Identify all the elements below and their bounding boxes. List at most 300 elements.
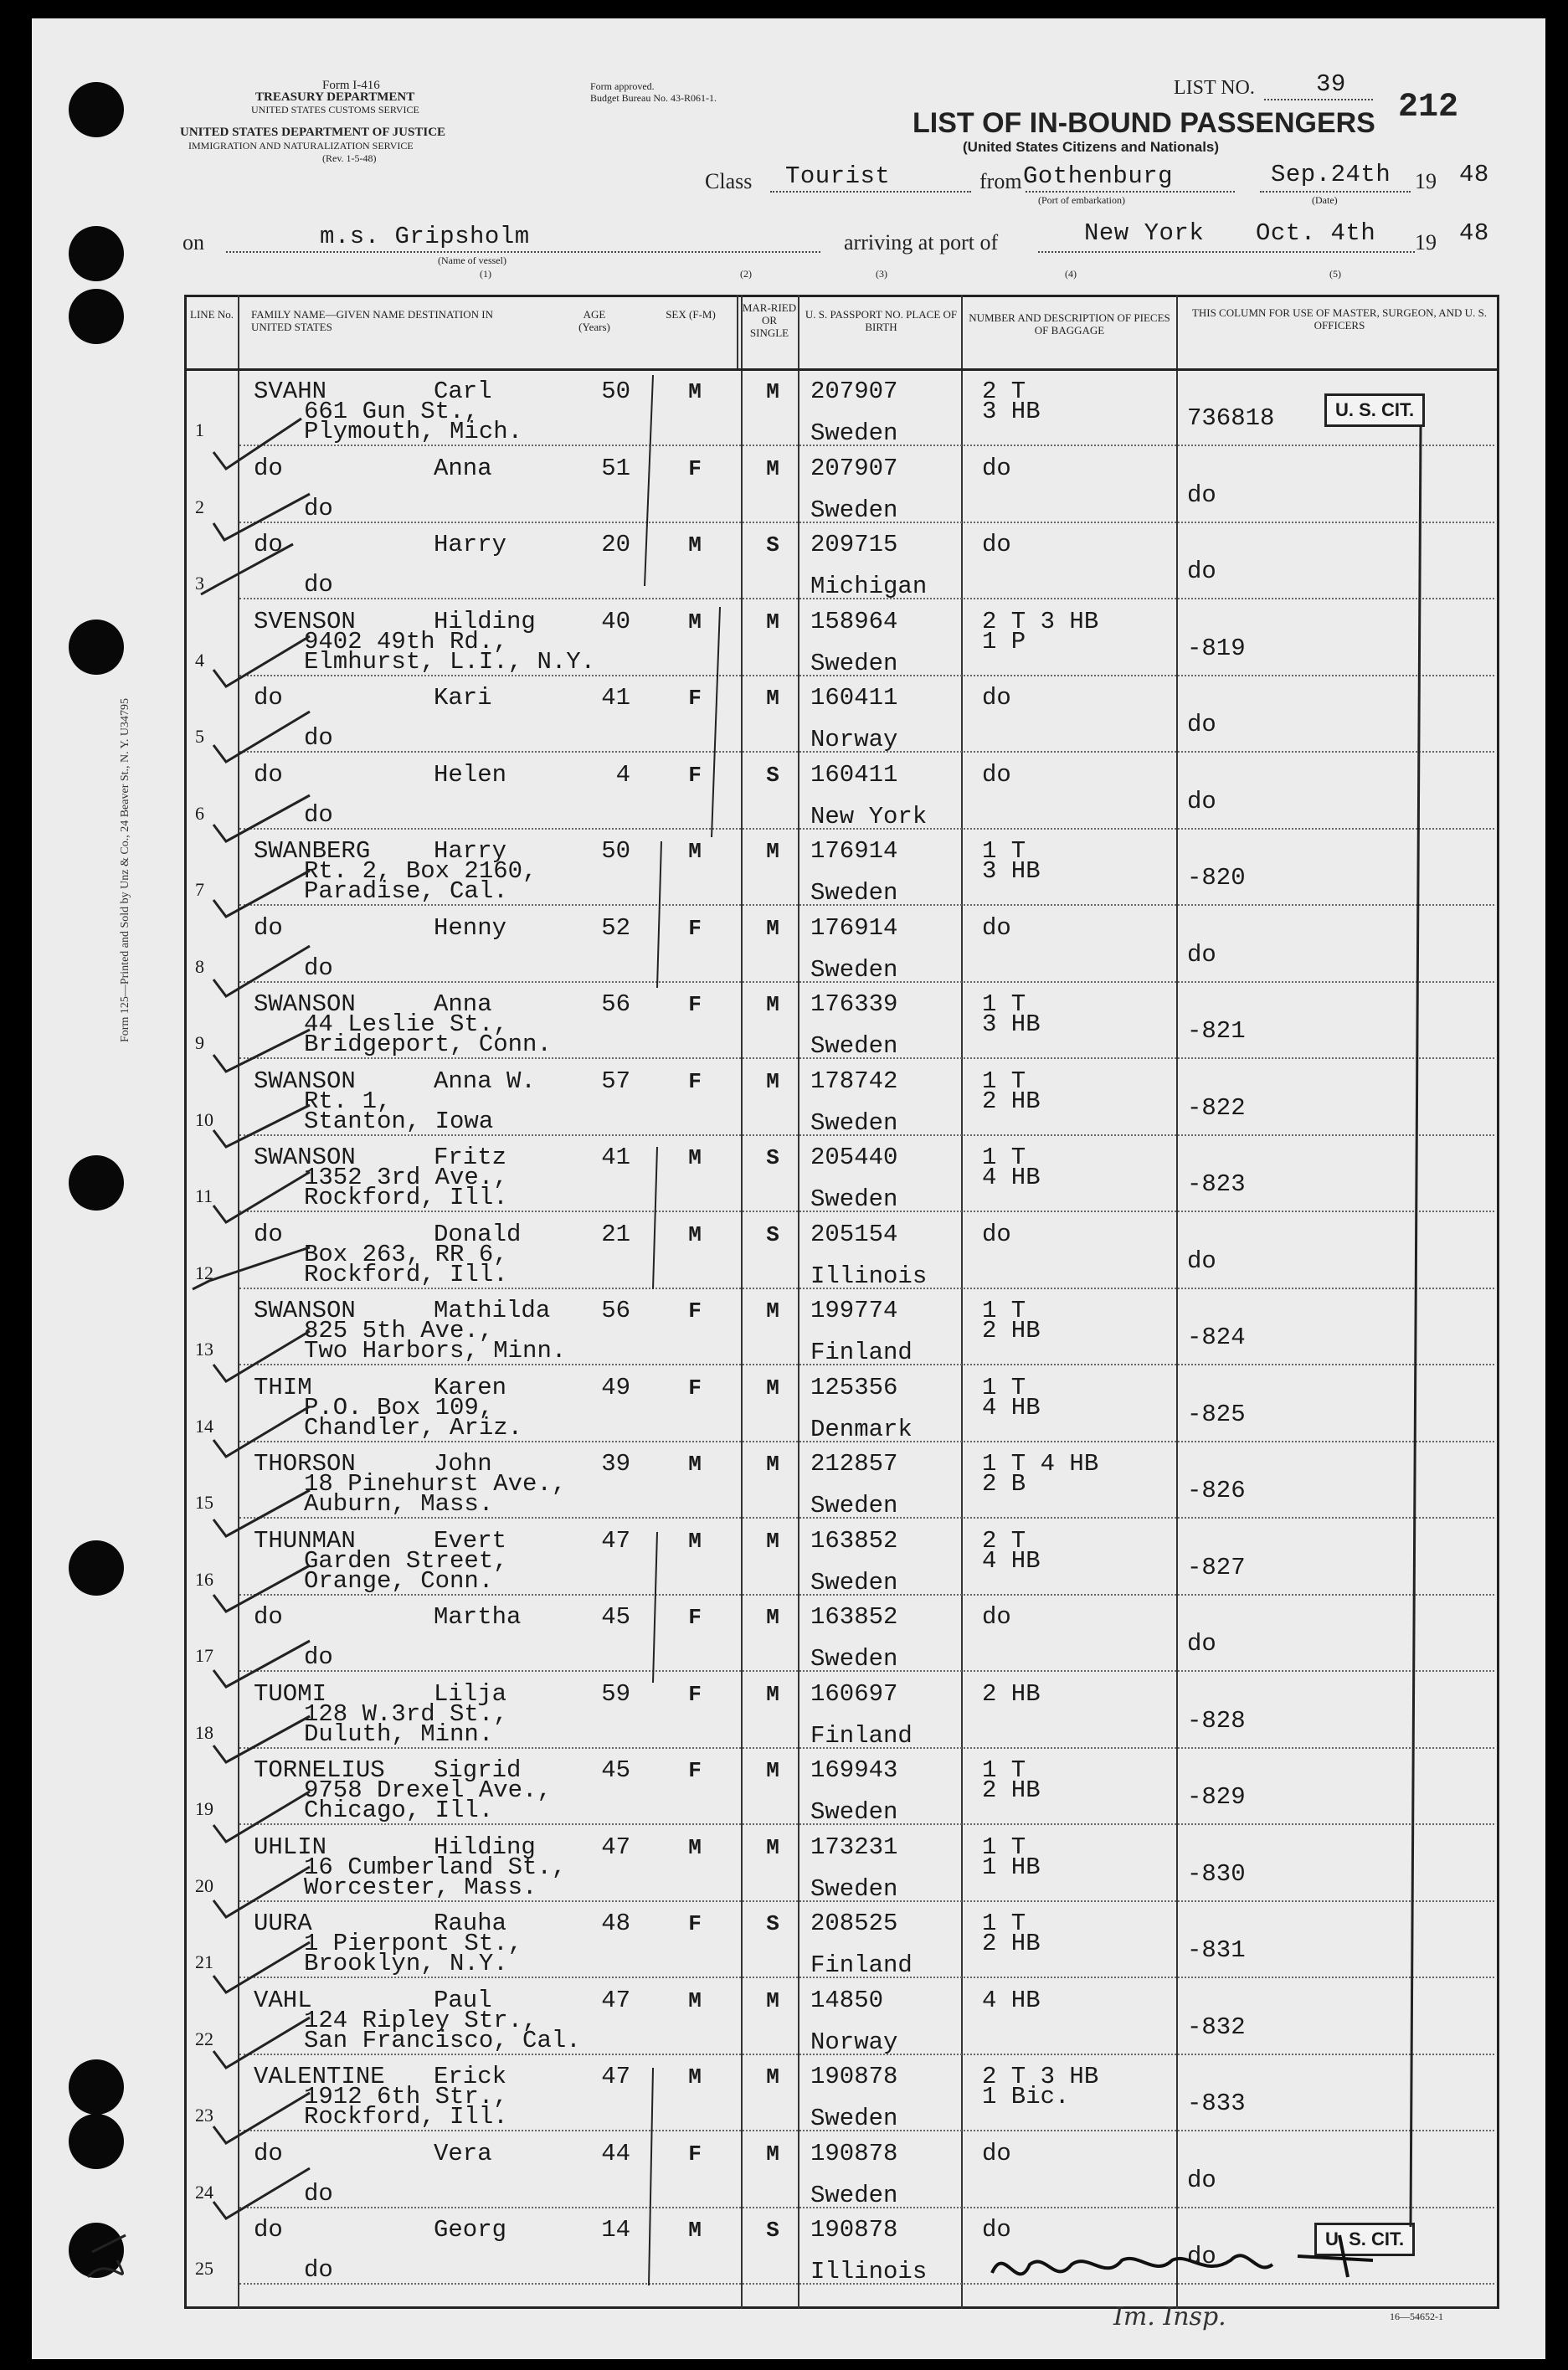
baggage-line-1: do [982,454,1011,482]
age: 47 [601,1833,630,1861]
officer-note: -828 [1187,1706,1246,1735]
given-name: Erick [434,2063,507,2090]
col-head-line: LINE No. [190,308,234,321]
marital-status: M [766,1528,779,1554]
age: 45 [601,1756,630,1784]
given-name: Georg [434,2216,507,2244]
vessel-name: m.s. Gripsholm [320,223,530,250]
col-head-sex: SEX (F-M) [666,308,716,321]
line-number: 17 [195,1645,213,1666]
surname: SWANSON [254,990,356,1018]
passport-number: 163852 [810,1526,898,1555]
given-name: Lilja [434,1679,507,1708]
sex: F [688,1605,702,1630]
line-number: 20 [195,1874,213,1896]
surname: SVAHN [254,378,327,405]
address-line-2: Orange, Conn. [304,1566,494,1595]
passport-number: 212857 [810,1450,898,1478]
place-of-birth: Sweden [810,1568,898,1596]
officer-note: do [1187,1630,1216,1658]
officer-note: -819 [1187,634,1246,662]
baggage-line-2: 1 P [982,627,1026,655]
age: 49 [601,1373,630,1401]
passport-number: 209715 [810,531,898,558]
baggage-line-2: 2 HB [982,1317,1041,1344]
justice-dept: UNITED STATES DEPARTMENT OF JUSTICE [180,126,446,139]
marital-status: M [766,1681,779,1707]
given-name: Anna [434,454,492,482]
passport-number: 176914 [810,837,898,865]
place-of-birth: Sweden [810,879,898,907]
marital-status: M [766,1987,779,2013]
sex: F [688,1298,702,1324]
sex: F [688,686,702,711]
surname: SWANSON [254,1067,356,1095]
sex: F [688,1068,702,1094]
marital-status: S [766,532,779,558]
line-number: 19 [195,1798,213,1819]
place-of-birth: Sweden [810,1492,898,1519]
line-number: 13 [195,1339,213,1360]
marital-status: S [766,762,779,788]
surname: do [254,913,283,942]
address-line-2: do [304,571,333,599]
marital-status: M [766,1298,779,1324]
place-of-birth: Norway [810,726,898,753]
line-number: 21 [195,1951,213,1972]
surname: SWANSON [254,1297,356,1324]
sex: F [688,1375,702,1401]
address-line-1: 128 W.3rd St., [304,1699,508,1728]
marital-status: M [766,2141,779,2167]
treasury-dept: TREASURY DEPARTMENT [255,90,415,104]
us-citizen-stamp-top: U. S. CIT. [1324,393,1425,427]
list-number: 39 [1316,70,1346,98]
list-number-label: LIST NO. [1174,77,1255,99]
address-line-2: Rockford, Ill. [304,1184,508,1211]
address-line-1: 44 Leslie St., [304,1010,508,1038]
place-of-birth: Sweden [810,1798,898,1826]
age: 39 [601,1450,630,1478]
passport-number: 208525 [810,1910,898,1937]
address-line-2: Two Harbors, Minn. [304,1337,567,1365]
col-head-name: FAMILY NAME—GIVEN NAME DESTINATION IN UNITED STATES [251,308,494,333]
officer-note: do [1187,1247,1216,1275]
baggage-line-1: 1 T [982,990,1026,1018]
age: 47 [601,1986,630,2014]
baggage-line-1: 1 T 4 HB [982,1450,1099,1478]
address-line-1: 825 5th Ave., [304,1317,494,1344]
marital-status: M [766,1375,779,1401]
address-line-1: 18 Pinehurst Ave., [304,1470,567,1498]
given-name: Martha [434,1603,522,1631]
col-number-1: (1) [480,268,491,280]
place-of-birth: Norway [810,2028,898,2056]
age: 45 [601,1603,630,1631]
address-line-1: 1912 6th Str., [304,2083,508,2110]
arrival-date: Oct. 4th [1256,219,1376,247]
address-line-1: 124 Ripley Str., [304,2006,537,2034]
officer-note: -824 [1187,1324,1246,1351]
surname: do [254,531,283,558]
line-number: 7 [195,879,204,900]
baggage-line-2: 3 HB [982,857,1041,885]
surname: do [254,454,283,482]
officer-note: -826 [1187,1477,1246,1504]
age: 40 [601,607,630,635]
baggage-line-1: do [982,2139,1011,2167]
baggage-line-2: 1 HB [982,1853,1041,1881]
passport-number: 176914 [810,913,898,942]
place-of-birth: Illinois [810,1262,928,1290]
class-value: Tourist [785,162,891,190]
given-name: Karen [434,1373,507,1401]
officer-note: do [1187,2166,1216,2194]
baggage-line-2: 1 Bic. [982,2083,1070,2110]
age: 59 [601,1679,630,1708]
given-name: Harry [434,837,507,865]
marital-status: M [766,455,779,481]
marital-status: M [766,992,779,1017]
address-line-1: Box 263, RR 6, [304,1240,508,1268]
baggage-line-1: do [982,913,1011,942]
on-label: on [183,230,204,254]
line-number: 12 [195,1262,213,1283]
age: 56 [601,1297,630,1324]
embark-port: Gothenburg [1023,162,1174,190]
officer-note: do [1187,2243,1216,2270]
place-of-birth: Sweden [810,649,898,677]
baggage-line-1: 2 HB [982,1679,1041,1708]
surname: UURA [254,1910,312,1937]
baggage-line-2: 2 B [982,1470,1026,1498]
marital-status: M [766,379,779,404]
baggage-line-1: 1 T [982,1756,1026,1784]
place-of-birth: Denmark [810,1415,913,1443]
sex: M [688,839,702,864]
sex: F [688,2141,702,2167]
given-name: Kari [434,684,492,712]
given-name: Hilding [434,1833,536,1861]
date-label: (Date) [1312,194,1338,206]
address-line-2: do [304,2179,333,2208]
given-name: Fritz [434,1144,507,1171]
col-number-5: (5) [1329,268,1341,280]
address-line-2: San Francisco, Cal. [304,2026,581,2054]
age: 50 [601,378,630,405]
surname: SVENSON [254,607,356,635]
address-line-1: 9402 49th Rd., [304,627,508,655]
officer-note: -830 [1187,1859,1246,1888]
address-line-2: Chicago, Ill. [304,1797,494,1824]
passport-number: 158964 [810,607,898,635]
age: 41 [601,1144,630,1171]
marital-status: M [766,1834,779,1860]
baggage-line-2: 4 HB [982,1546,1041,1575]
passport-number: 178742 [810,1067,898,1095]
age: 48 [601,1910,630,1937]
place-of-birth: Finland [810,1951,913,1979]
age: 50 [601,837,630,865]
age: 47 [601,1526,630,1555]
address-line-2: do [304,494,333,522]
place-of-birth: Sweden [810,419,898,447]
officer-note: -832 [1187,2013,1246,2041]
officer-note: do [1187,787,1216,815]
given-name: Henny [434,913,507,942]
baggage-line-1: 1 T [982,837,1026,865]
surname: VAHL [254,1986,312,2014]
surname: UHLIN [254,1833,327,1861]
printer-imprint: Form 125—Printed and Sold by Unz & Co., 24 Beaver St., N. Y. U34795 [119,697,131,1042]
passport-number: 160697 [810,1679,898,1708]
sex: F [688,1758,702,1783]
passport-number: 125356 [810,1373,898,1401]
place-of-birth: Finland [810,1721,913,1750]
officer-note: -833 [1187,2090,1246,2117]
arrival-year: 48 [1459,219,1489,247]
place-of-birth: Michigan [810,573,928,600]
marital-status: S [766,1911,779,1936]
passport-number: 207907 [810,454,898,482]
inspector-signature [992,2235,1373,2277]
address-line-2: Plymouth, Mich. [304,418,523,445]
given-name: Anna W. [434,1067,536,1095]
given-name: Anna [434,990,492,1018]
given-name: Evert [434,1526,507,1555]
page-subtitle: (United States Citizens and Nationals) [963,139,1220,155]
age: 51 [601,454,630,482]
passport-number: 173231 [810,1833,898,1861]
sex: F [688,455,702,481]
marital-status: M [766,1758,779,1783]
baggage-line-1: 4 HB [982,1986,1041,2014]
place-of-birth: Sweden [810,1032,898,1060]
passport-number: 176339 [810,990,898,1018]
address-line-2: Duluth, Minn. [304,1720,494,1748]
marital-status: M [766,1452,779,1477]
sex: M [688,532,702,558]
address-line-2: do [304,1643,333,1671]
baggage-line-2: 3 HB [982,1010,1041,1038]
line-number: 22 [195,2028,213,2049]
address-line-2: Rockford, Ill. [304,1260,508,1288]
line-number: 6 [195,802,204,824]
line-number: 8 [195,955,204,977]
customs-service: UNITED STATES CUSTOMS SERVICE [251,104,419,116]
marital-status: S [766,1145,779,1170]
place-of-birth: Sweden [810,1108,898,1137]
baggage-line-1: 2 T 3 HB [982,2063,1099,2090]
col-head-passport: U. S. PASSPORT NO. PLACE OF BIRTH [805,308,958,333]
arrival-year-prefix: 19 [1415,230,1437,254]
col-head-officers: THIS COLUMN FOR USE OF MASTER, SURGEON, AND U. S. OFFICERS [1191,306,1488,332]
given-name: Sigrid [434,1756,522,1784]
baggage-line-2: 4 HB [982,1393,1041,1421]
embark-label: (Port of embarkation) [1038,194,1125,206]
col-head-age: AGE (Years) [578,308,610,333]
address-line-2: Auburn, Mass. [304,1490,494,1518]
sex: F [688,992,702,1017]
address-line-1: Rt. 2, Box 2160, [304,857,537,885]
marital-status: S [766,1221,779,1247]
surname: THUNMAN [254,1526,356,1555]
passport-number: 163852 [810,1603,898,1631]
line-number: 5 [195,726,204,747]
sex: M [688,609,702,635]
officer-note: -822 [1187,1093,1246,1122]
baggage-line-1: do [982,760,1011,789]
officer-note: -831 [1187,1936,1246,1964]
address-line-1: Rt. 1, [304,1087,392,1115]
form-revision: (Rev. 1-5-48) [322,152,377,164]
age: 21 [601,1220,630,1248]
passport-number: 14850 [810,1986,884,2014]
officer-note: -820 [1187,864,1246,892]
sex: M [688,1528,702,1554]
place-of-birth: Illinois [810,2258,928,2285]
surname: do [254,2139,283,2167]
address-line-1: 16 Cumberland St., [304,1853,567,1881]
col-number-3: (3) [876,268,887,280]
footer-code: 16—54652-1 [1390,2311,1443,2322]
surname: do [254,1220,283,1248]
line-number: 15 [195,1492,213,1513]
surname: SWANSON [254,1144,356,1171]
address-line-2: Elmhurst, L.I., N.Y. [304,647,596,676]
address-line-1: 1 Pierpont St., [304,1930,523,1957]
baggage-line-1: do [982,2216,1011,2244]
marital-status: M [766,839,779,864]
place-of-birth: Sweden [810,1185,898,1213]
place-of-birth: Sweden [810,2105,898,2132]
passport-number: 190878 [810,2216,898,2244]
given-name: Paul [434,1986,492,2014]
age: 41 [601,684,630,712]
form-number: Form I-416 [322,79,380,92]
baggage-line-1: do [982,1603,1011,1631]
marital-status: S [766,2218,779,2243]
officer-note: -827 [1187,1553,1246,1581]
marital-status: M [766,1068,779,1094]
col-head-married: MAR-RIED OR SINGLE [742,301,797,339]
surname: VALENTINE [254,2063,385,2090]
marital-status: M [766,1605,779,1630]
line-number: 24 [195,2181,213,2203]
passport-number: 205440 [810,1144,898,1171]
address-line-2: Stanton, Iowa [304,1107,494,1135]
sex: M [688,2064,702,2090]
officer-note: 736818 [1187,404,1275,432]
address-line-2: do [304,724,333,752]
address-line-2: Rockford, Ill. [304,2103,508,2131]
sex: F [688,762,702,788]
given-name: Rauha [434,1910,507,1937]
address-line-2: do [304,954,333,982]
us-citizen-stamp-bottom: U. S. CIT. [1314,2223,1415,2256]
passport-number: 199774 [810,1297,898,1324]
marital-status: M [766,609,779,635]
given-name: Donald [434,1220,522,1248]
surname: do [254,1603,283,1631]
age: 57 [601,1067,630,1095]
sex: M [688,1145,702,1170]
baggage-line-1: 2 T [982,1526,1026,1555]
sex: F [688,1911,702,1936]
surname: TORNELIUS [254,1756,385,1784]
form-approved: Form approved. [590,80,655,92]
address-line-2: Bridgeport, Conn. [304,1031,552,1058]
baggage-line-2: 3 HB [982,398,1041,425]
line-number: 18 [195,1721,213,1743]
surname: do [254,760,283,789]
budget-bureau: Budget Bureau No. 43-R061-1. [590,92,717,104]
age: 14 [601,2216,630,2244]
sex: M [688,1452,702,1477]
passport-number: 169943 [810,1756,898,1784]
marital-status: M [766,686,779,711]
passport-number: 160411 [810,760,898,789]
surname: TUOMI [254,1679,327,1708]
baggage-line-1: 1 T [982,1297,1026,1324]
page-number: 212 [1398,89,1459,126]
passport-number: 207907 [810,378,898,405]
baggage-line-1: 1 T [982,1067,1026,1095]
address-line-2: Paradise, Cal. [304,877,508,905]
address-line-1: 661 Gun St., [304,398,479,425]
place-of-birth: Sweden [810,1874,898,1903]
sex: F [688,915,702,941]
line-number: 2 [195,496,204,517]
age: 20 [601,531,630,558]
sex: F [688,1681,702,1707]
sex: M [688,1987,702,2013]
sex: M [688,1221,702,1247]
officer-note: -829 [1187,1783,1246,1811]
page-title: LIST OF IN-BOUND PASSENGERS [913,107,1375,139]
surname: SWANBERG [254,837,371,865]
passport-number: 160411 [810,684,898,712]
age: 4 [615,760,630,789]
arrival-port: New York [1084,219,1205,247]
address-line-2: do [304,2256,333,2284]
baggage-line-1: do [982,1220,1011,1248]
address-line-2: Chandler, Ariz. [304,1413,523,1442]
baggage-line-1: 1 T [982,1833,1026,1861]
given-name: Hilding [434,607,536,635]
baggage-line-1: 1 T [982,1373,1026,1401]
line-number: 25 [195,2258,213,2279]
place-of-birth: Sweden [810,496,898,524]
vessel-label: (Name of vessel) [438,254,506,266]
surname: THIM [254,1373,312,1401]
col-number-4: (4) [1065,268,1077,280]
given-name: John [434,1450,492,1478]
ins-service: IMMIGRATION AND NATURALIZATION SERVICE [188,140,414,152]
given-name: Carl [434,378,492,405]
officer-note: do [1187,481,1216,509]
address-line-2: do [304,800,333,829]
officer-note: -823 [1187,1170,1246,1198]
place-of-birth: New York [810,802,928,830]
line-number: 9 [195,1032,204,1053]
baggage-line-1: 1 T [982,1910,1026,1937]
year-prefix: 19 [1415,169,1437,193]
line-number: 16 [195,1568,213,1590]
baggage-line-1: do [982,531,1011,558]
address-line-1: Garden Street, [304,1546,508,1575]
address-line-1: P.O. Box 109, [304,1393,494,1421]
